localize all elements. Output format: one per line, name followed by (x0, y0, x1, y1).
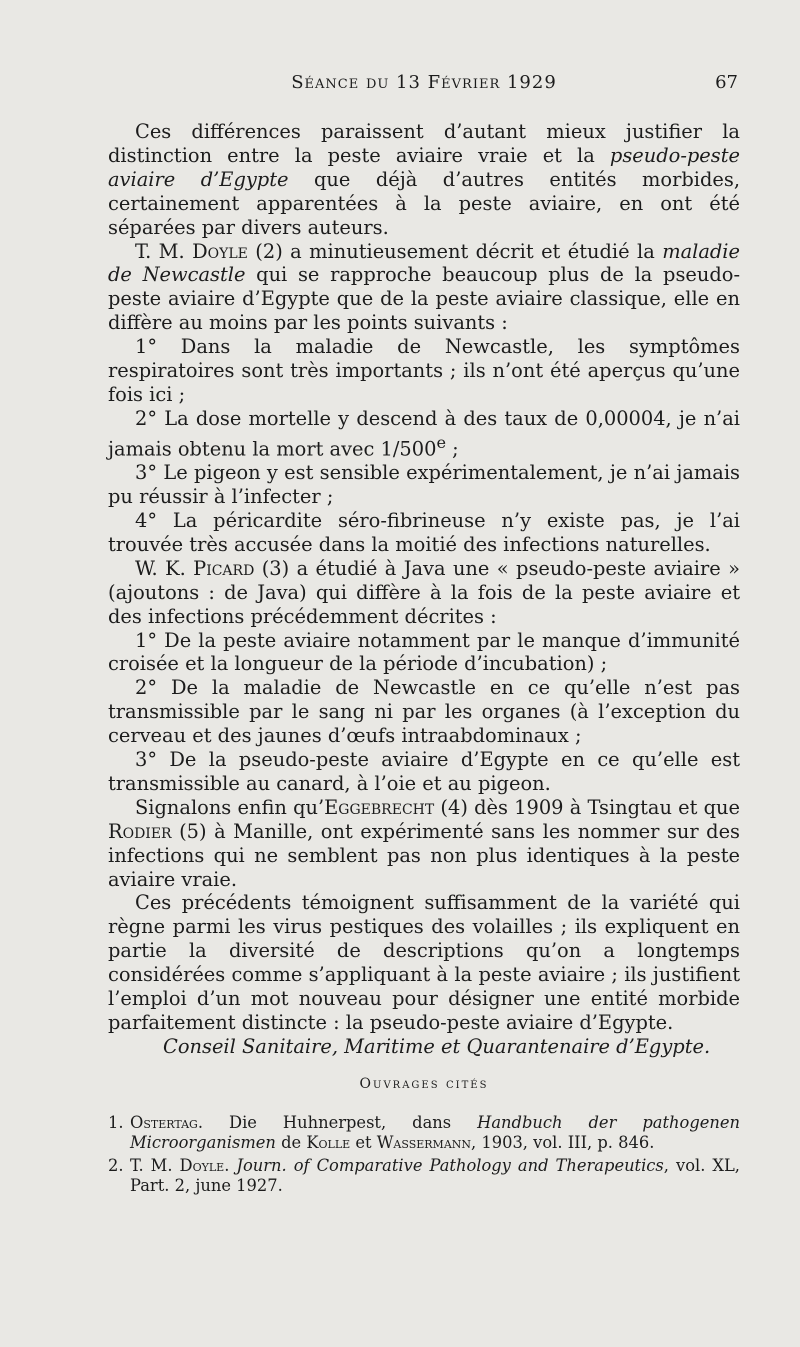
paragraph (108, 748, 740, 796)
text-span: (5) à Manille, ont expérimenté sans les nommer sur des infections qui ne semblent pas non plus identiques à la peste aviaire vraie. (108, 819, 740, 891)
text-span: . (224, 1156, 237, 1175)
reference-text (130, 1156, 740, 1196)
paragraph (108, 891, 740, 1034)
page-header (110, 72, 738, 102)
text-span: de (275, 1133, 307, 1152)
paragraph (108, 461, 740, 509)
paragraph (108, 629, 740, 677)
reference-item (108, 1113, 740, 1153)
paragraph (108, 796, 740, 892)
paragraph (108, 335, 740, 407)
text-span: Ces différences paraissent d’autant mieux justifier la distinction entre la peste aviaire vraie et la (108, 120, 740, 167)
author-name: Picard (193, 556, 255, 580)
author-name: Doyle (179, 1156, 225, 1175)
author-name: Doyle (192, 239, 248, 263)
text-span: 2° La dose mortelle y descend à des taux de 0,00004, je n’ai jamais obtenu la mort avec 1/500 (108, 406, 740, 461)
author-name: Kolle (306, 1133, 351, 1152)
paragraph (108, 676, 740, 748)
reference-number: 2. (108, 1156, 124, 1175)
superscript: e (436, 432, 447, 452)
paragraph (108, 120, 740, 240)
text-span: 1° Dans la maladie de Newcastle, les symptômes respiratoires sont très importants ; ils n’ont été aperçus qu’une fois ici ; (108, 335, 740, 406)
text-span: que déjà d’autres entités morbides, certainement apparentées à la peste aviaire, en ont été séparées par divers auteurs. (108, 167, 740, 239)
text-span: et (350, 1133, 377, 1152)
text-span: 2° De la maladie de Newcastle en ce qu’elle n’est pas transmissible par le sang ni par les organes (à l’exception du cerveau et des jaunes d’œufs intraabdominaux ; (108, 676, 740, 748)
page-number: 67 (715, 72, 738, 93)
text-span: (4) dès 1909 à Tsingtau et que (434, 795, 741, 819)
text-span: . Die Huhnerpest, dans (197, 1113, 478, 1132)
author-name: Wassermann (376, 1133, 472, 1152)
text-span: , 1903, vol. III, p. 846. (471, 1133, 655, 1152)
body-text (108, 120, 740, 1059)
author-name: Rodier (108, 819, 172, 843)
text-span: qui se rapproche beaucoup plus de la pseudo-peste aviaire d’Egypte que de la peste aviaire classique, elle en diffère au moins par les points suivants : (108, 263, 740, 335)
text-span: 1° De la peste aviaire notamment par le manque d’immunité croisée et la longueur de la période d’incubation) ; (108, 628, 740, 676)
text-span: (2) a minutieusement décrit et étudié la (247, 239, 663, 263)
text-span: 3° De la pseudo-peste aviaire d’Egypte en ce qu’elle est transmissible au canard, à l’oie et au pigeon. (108, 748, 740, 795)
italic-span: Handbuch der pathogenen Microorganismen (130, 1113, 740, 1152)
paragraph-list (108, 120, 740, 1035)
text-span: ; (446, 437, 459, 461)
text-span: (3) a étudié à Java une « pseudo-peste aviaire » (ajoutons : de Java) qui diffère à la fois de la peste aviaire et des infections précédemment décrites : (108, 556, 740, 628)
text-span: W. K. (135, 556, 194, 580)
text-span: , vol. XL, Part. 2, june 1927. (130, 1156, 740, 1195)
text-span: Ces précédents témoignent suffisamment de la variété qui règne parmi les virus pestiques des volailles ; ils expliquent en partie la diversité de descriptions qu’on a longtemps considérées comme s’appliquant à la peste aviaire ; ils justifient l’emploi d’un mot nouveau pour désigner une entité morbide parfaitement distincte : la pseudo-peste aviaire d’Egypte. (108, 891, 740, 1034)
paragraph (108, 240, 740, 336)
paragraph (108, 407, 740, 461)
italic-span: Journ. of Comparative Pathology and Therapeutics (236, 1156, 664, 1175)
text-span: Signalons enfin qu’ (135, 795, 325, 819)
text-span: T. M. (130, 1156, 180, 1175)
text-span: 4° La péricardite séro-fibrineuse n’y existe pas, je l’ai trouvée très accusée dans la moitié des infections naturelles. (108, 508, 740, 556)
paragraph (108, 509, 740, 557)
author-name: Eggebrecht (324, 795, 435, 819)
reference-text (130, 1113, 740, 1153)
running-title: Séance du 13 Février 1929 (291, 72, 557, 93)
reference-number: 1. (108, 1113, 124, 1132)
reference-item (108, 1156, 740, 1196)
author-name: Ostertag (130, 1113, 198, 1132)
text-span: 3° Le pigeon y est sensible expérimentalement, je n’ai jamais pu réussir à l’infecter ; (108, 461, 740, 509)
paragraph (108, 557, 740, 629)
text-span: T. M. (135, 239, 193, 263)
references-heading: Ouvrages cités (359, 1076, 489, 1092)
references-list (108, 1113, 740, 1199)
signature: Conseil Sanitaire, Maritime et Quarantenaire d’Egypte. (163, 1034, 711, 1058)
italic-span: pseudo-peste aviaire d’Egypte (108, 143, 740, 191)
italic-span: maladie de Newcastle (108, 239, 740, 287)
